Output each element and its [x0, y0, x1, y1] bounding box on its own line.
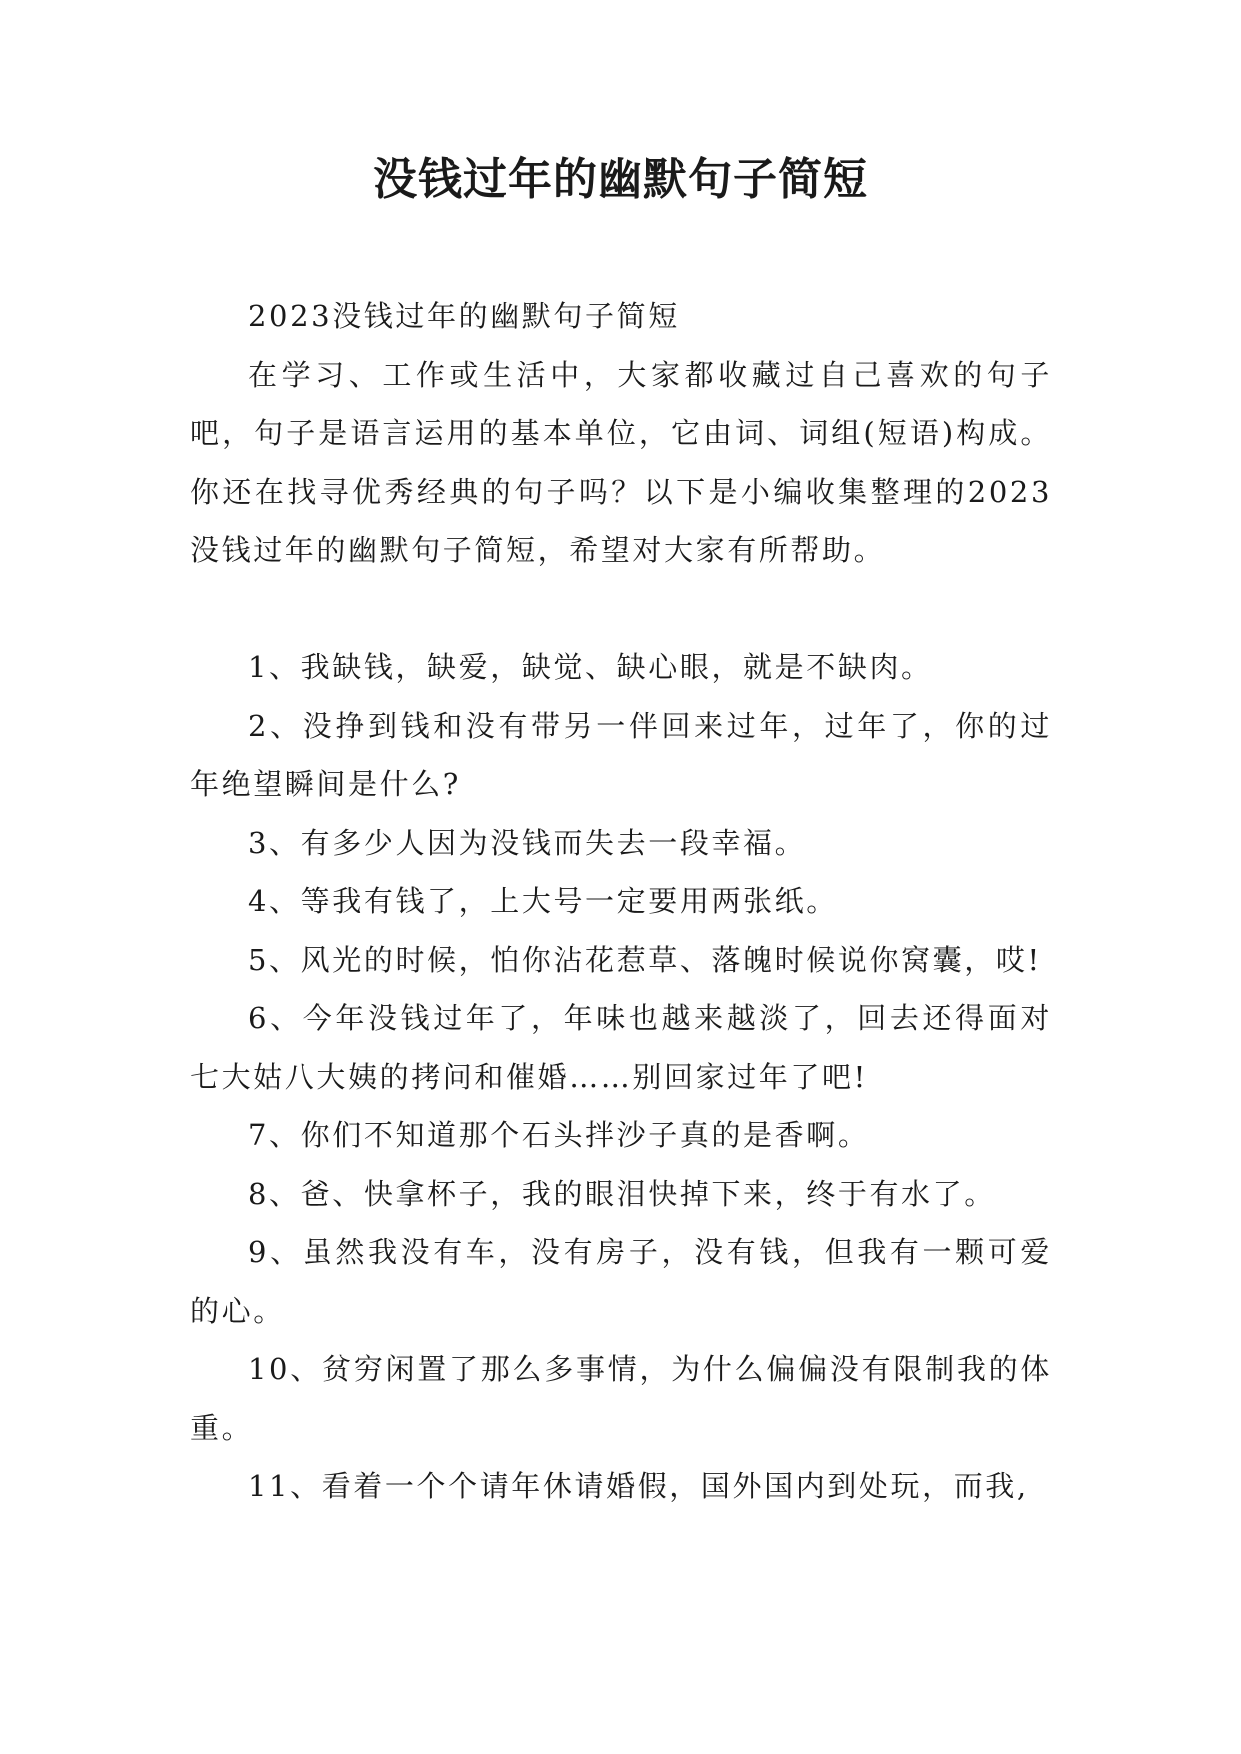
list-item: 4、等我有钱了，上大号一定要用两张纸。 [248, 884, 838, 918]
list-item: 1、我缺钱，缺爱，缺觉、缺心眼，就是不缺肉。 [248, 650, 933, 684]
list-item: 3、有多少人因为没钱而失去一段幸福。 [248, 825, 807, 860]
list-item: 11、看着一个个请年休请婚假，国外国内到处玩，而我, [248, 1469, 1029, 1503]
list-item: 6、今年没钱过年了，年味也越来越淡了，回去还得面对七大姑八大姨的拷问和催婚……别回家过年了吧! [190, 1001, 1052, 1094]
list-item: 5、风光的时候，怕你沾花惹草、落魄时候说你窝囊，哎! [248, 942, 1042, 977]
list-item: 2、没挣到钱和没有带另一伴回来过年，过年了，你的过年绝望瞬间是什么? [190, 708, 1052, 801]
list-item: 8、爸、快拿杯子，我的眼泪快掉下来，终于有水了。 [248, 1176, 996, 1211]
document-body [190, 287, 1052, 1516]
document-title: 没钱过年的幽默句子简短 [373, 154, 868, 205]
list-item: 7、你们不知道那个石头拌沙子真的是香啊。 [248, 1118, 870, 1152]
intro-paragraph: 在学习、工作或生活中，大家都收藏过自己喜欢的句子吧，句子是语言运用的基本单位，它由词、词组(短语)构成。你还在找寻优秀经典的句子吗？以下是小编收集整理的2023没钱过年的幽默句子简短，希望对大家有所帮助。 [190, 357, 1052, 567]
list-item: 10、贫穷闲置了那么多事情，为什么偏偏没有限制我的体重。 [190, 1352, 1052, 1445]
document-subtitle: 2023没钱过年的幽默句子简短 [248, 299, 680, 333]
paragraph-spacer [190, 580, 1052, 639]
list-item: 9、虽然我没有车，没有房子，没有钱，但我有一颗可爱的心。 [190, 1235, 1052, 1328]
